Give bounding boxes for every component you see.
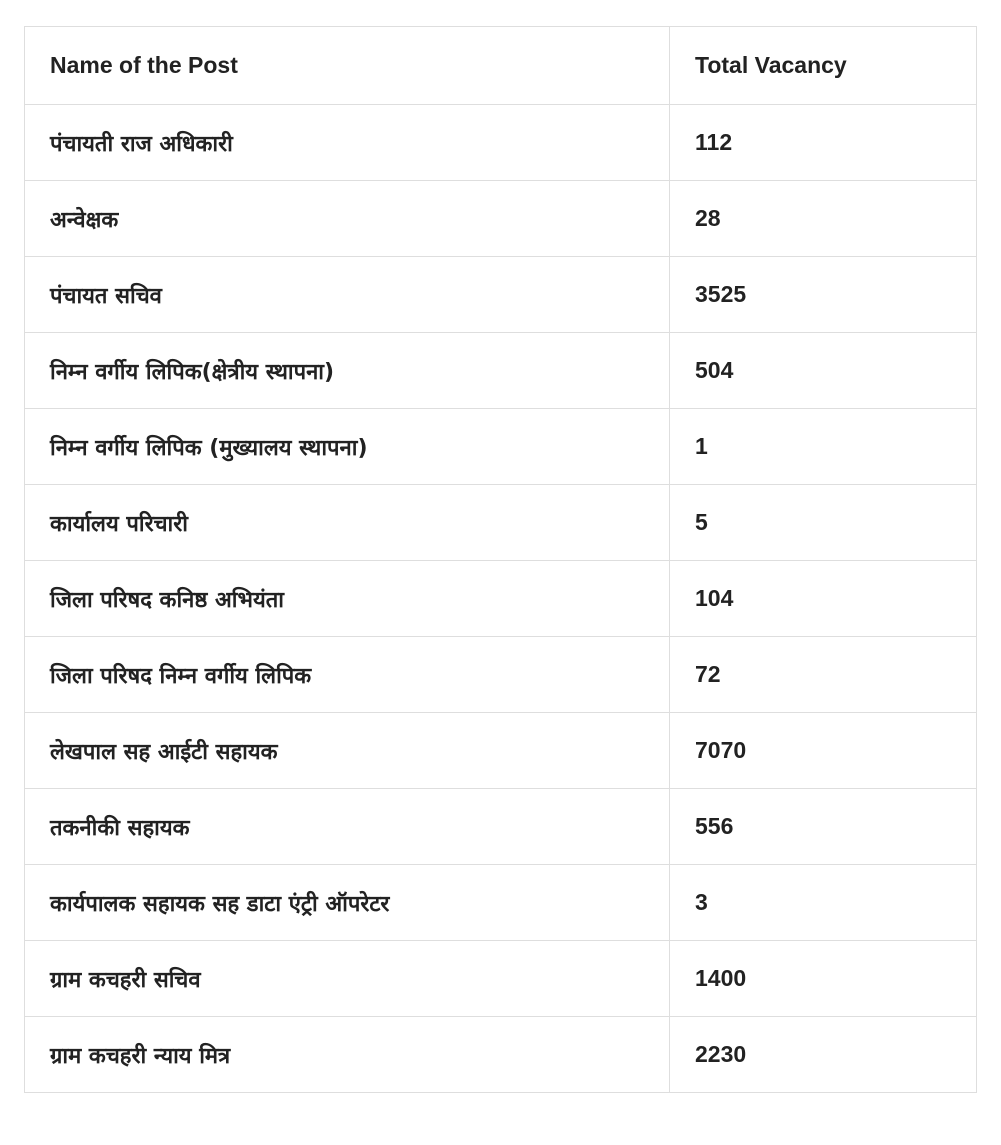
table-row <box>25 1017 977 1093</box>
vacancy-count-cell: 5 <box>670 485 977 561</box>
table-row <box>25 333 977 409</box>
table-row <box>25 713 977 789</box>
vacancy-count-cell: 1400 <box>670 941 977 1017</box>
header-total-vacancy: Total Vacancy <box>670 27 977 105</box>
post-name-cell: पंचायत सचिव <box>25 257 670 333</box>
post-name-cell: कार्यपालक सहायक सह डाटा एंट्री ऑपरेटर <box>25 865 670 941</box>
vacancy-count-cell: 7070 <box>670 713 977 789</box>
vacancy-count-cell: 72 <box>670 637 977 713</box>
table-row <box>25 561 977 637</box>
post-name-cell: ग्राम कचहरी न्याय मित्र <box>25 1017 670 1093</box>
table-row <box>25 789 977 865</box>
vacancy-count-cell: 104 <box>670 561 977 637</box>
vacancy-count-cell: 1 <box>670 409 977 485</box>
vacancy-count-cell: 2230 <box>670 1017 977 1093</box>
post-name-cell: अन्वेक्षक <box>25 181 670 257</box>
table-row <box>25 181 977 257</box>
post-name-cell: कार्यालय परिचारी <box>25 485 670 561</box>
table-row <box>25 485 977 561</box>
vacancy-count-cell: 112 <box>670 105 977 181</box>
vacancy-table <box>24 26 977 1093</box>
table-row <box>25 105 977 181</box>
post-name-cell: निम्न वर्गीय लिपिक (मुख्यालय स्थापना) <box>25 409 670 485</box>
post-name-cell: जिला परिषद निम्न वर्गीय लिपिक <box>25 637 670 713</box>
vacancy-count-cell: 556 <box>670 789 977 865</box>
post-name-cell: पंचायती राज अधिकारी <box>25 105 670 181</box>
post-name-cell: लेखपाल सह आईटी सहायक <box>25 713 670 789</box>
table-row <box>25 409 977 485</box>
table-header-row <box>25 27 977 105</box>
vacancy-count-cell: 3 <box>670 865 977 941</box>
table-row <box>25 257 977 333</box>
post-name-cell: निम्न वर्गीय लिपिक(क्षेत्रीय स्थापना) <box>25 333 670 409</box>
vacancy-count-cell: 28 <box>670 181 977 257</box>
vacancy-count-cell: 504 <box>670 333 977 409</box>
vacancy-count-cell: 3525 <box>670 257 977 333</box>
header-post-name: Name of the Post <box>25 27 670 105</box>
post-name-cell: जिला परिषद कनिष्ठ अभियंता <box>25 561 670 637</box>
table-row <box>25 637 977 713</box>
post-name-cell: तकनीकी सहायक <box>25 789 670 865</box>
table-row <box>25 941 977 1017</box>
vacancy-table-container <box>24 26 976 1093</box>
table-row <box>25 865 977 941</box>
post-name-cell: ग्राम कचहरी सचिव <box>25 941 670 1017</box>
